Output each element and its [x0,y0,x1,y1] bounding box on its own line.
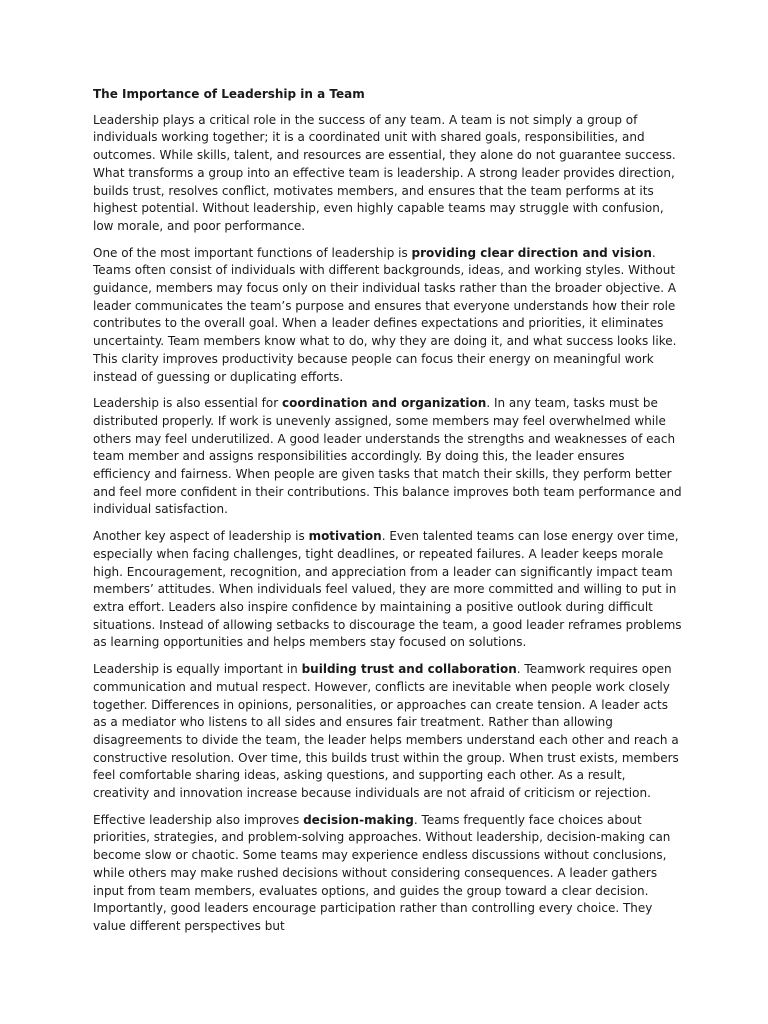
bold-phrase: motivation [308,529,382,544]
paragraph-text: Leadership plays a critical role in the success of any team. A team is not simply a group of individuals working together; it is a coordinated unit with shared goals, responsibilities, and outcomes. While skills, talent, and resources are essential, they alone do not guarantee success. What transforms a group into an effective team is leadership. A strong leader provides direction, builds trust, resolves conflict, motivates members, and ensures that the team performs at its highest potential. Without leadership, even highly capable teams may struggle with confusion, low morale, and poor performance. [93,112,676,233]
bold-phrase: coordination and organization [282,396,487,411]
document-title: The Importance of Leadership in a Team [93,87,365,101]
bold-phrase: building trust and collaboration [301,662,517,677]
paragraph-text-after: . Even talented teams can lose energy over time, especially when facing challenges, tight deadlines, or repeated failures. A leader keeps morale high. Encouragement, recognition, and appreciation from a leader can significantly impact team members’ attitudes. When individuals feel valued, they are more committed and willing to put in extra effort. Leaders also inspire confidence by maintaining a positive outlook during difficult situations. Instead of allowing setbacks to discourage the team, a good leader reframes problems as learning opportunities and helps members stay focused on solutions. [93,529,682,650]
paragraph-text-before: Another key aspect of leadership is [93,529,309,544]
paragraph-text-after: . Teamwork requires open communication and mutual respect. However, conflicts are inevitable when people work closely together. Differences in opinions, personalities, or approaches can create tension. A leader acts as a mediator who listens to all sides and ensures fair treatment. Rather than allowing disagreements to divide the team, the leader helps members understand each other and reach a constructive resolution. Over time, this builds trust within the group. When trust exists, members feel comfortable sharing ideas, asking questions, and supporting each other. As a result, creativity and innovation increase because individuals are not afraid of criticism or rejection. [93,662,679,801]
bold-phrase: providing clear direction and vision [411,245,652,260]
bold-phrase: decision-making [303,812,414,827]
paragraph-text-before: Effective leadership also improves [93,812,304,827]
paragraph-text-before: One of the most important functions of leadership is [93,245,412,260]
paragraph-text-before: Leadership is also essential for [93,396,282,411]
paragraph-coordination [93,395,683,519]
paragraph-intro [93,112,683,236]
paragraph-trust [93,661,683,803]
paragraph-direction [93,245,683,387]
paragraph-decision-making [93,812,683,936]
paragraph-text-before: Leadership is equally important in [93,662,302,677]
paragraph-text-after: . Teams often consist of individuals with different backgrounds, ideas, and working styles. Without guidance, members may focus only on their individual tasks rather than the broader objective. A leader communicates the team’s purpose and ensures that everyone understands how their role contributes to the overall goal. When a leader defines expectations and priorities, it eliminates uncertainty. Team members know what to do, why they are doing it, and what success looks like. This clarity improves productivity because people can focus their energy on meaningful work instead of guessing or duplicating efforts. [93,245,677,384]
document-page [93,86,683,945]
paragraph-motivation [93,528,683,652]
paragraph-text-after: . In any team, tasks must be distributed properly. If work is unevenly assigned, some members may feel overwhelmed while others may feel underutilized. A good leader understands the strengths and weaknesses of each team member and assigns responsibilities accordingly. By doing this, the leader ensures efficiency and fairness. When people are given tasks that match their skills, they perform better and feel more confident in their contributions. This balance improves both team performance and individual satisfaction. [93,396,682,517]
paragraph-text-after: . Teams frequently face choices about priorities, strategies, and problem-solving approaches. Without leadership, decision-making can become slow or chaotic. Some teams may experience endless discussions without conclusions, while others may make rushed decisions without considering consequences. A leader gathers input from team members, evaluates options, and guides the group toward a clear decision. Importantly, good leaders encourage participation rather than controlling every choice. They value different perspectives but [93,812,671,933]
